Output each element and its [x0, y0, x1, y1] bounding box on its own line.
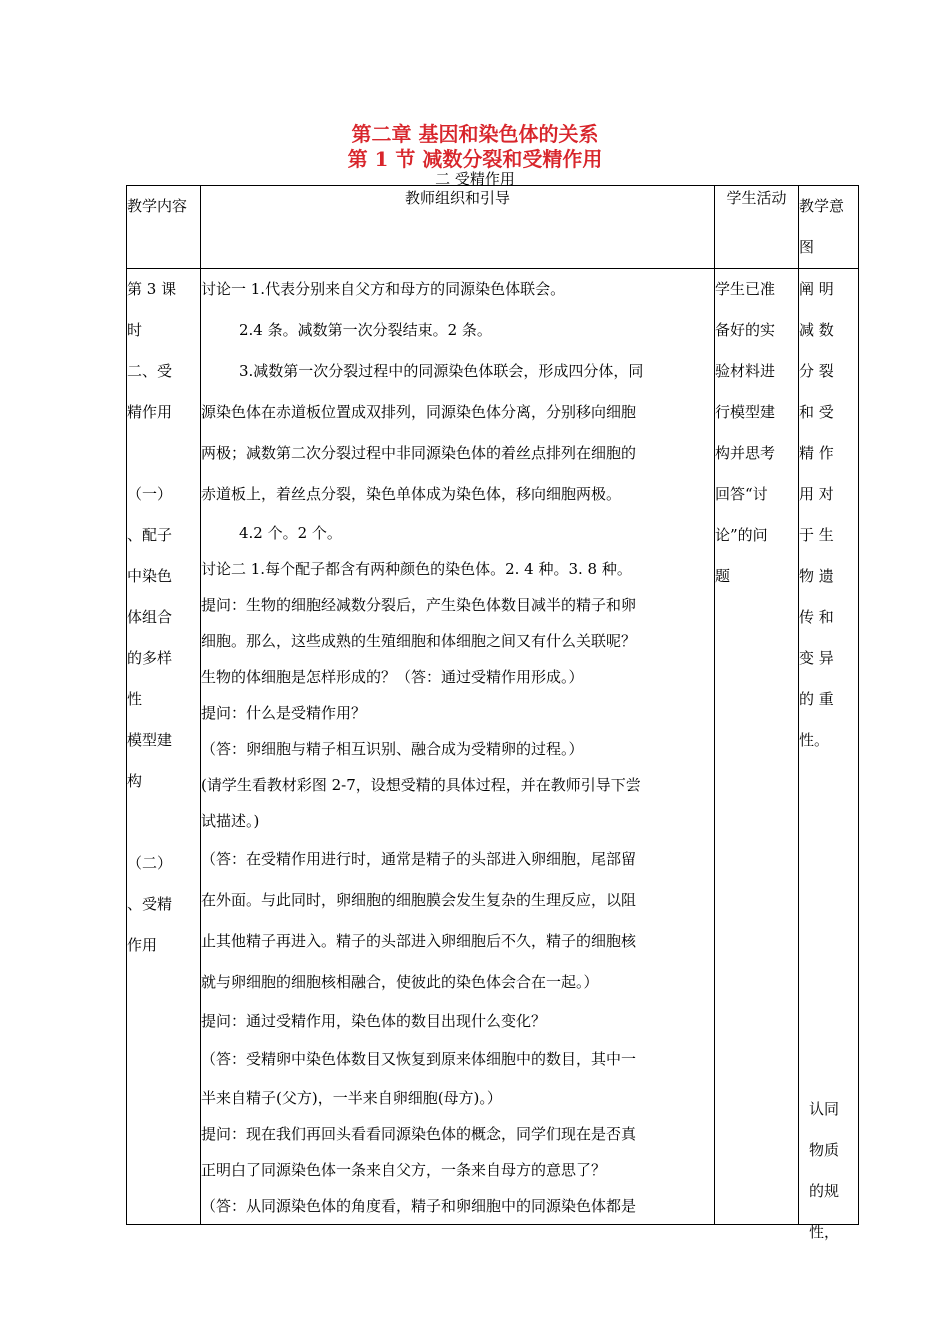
guidance-line: 赤道板上，着丝点分裂，染色单体成为染色体，移向细胞两极。	[201, 485, 622, 503]
guidance-line: 在外面。与此同时，卵细胞的细胞膜会发生复杂的生理反应，以阻	[201, 891, 637, 909]
content-cell	[127, 269, 201, 1225]
guidance-line: 就与卵细胞的细胞核相融合，使彼此的染色体会合在一起。）	[201, 973, 599, 991]
guidance-line: 2.4 条。减数第一次分裂结束。2 条。	[239, 321, 492, 339]
intent-lower-line: 性，	[809, 1223, 840, 1241]
activity-line: 学生已准	[715, 280, 776, 298]
content-line: 构	[127, 772, 143, 790]
activity-line: 备好的实	[715, 321, 776, 339]
guidance-line: 源染色体在赤道板位置成双排列，同源染色体分离，分别移向细胞	[201, 403, 637, 421]
intent-line: 物 遗	[799, 567, 834, 585]
intent-line: 变 异	[799, 649, 834, 667]
content-line: 、受精	[127, 895, 173, 913]
intent-line: 用 对	[799, 485, 834, 503]
content-line: 模型建	[127, 731, 173, 749]
section-title: 第 1 节 减数分裂和受精作用	[347, 147, 603, 171]
activity-line: 验材料进	[715, 362, 776, 380]
content-line: 第 3 课	[127, 280, 177, 298]
activity-cell	[715, 269, 799, 1225]
content-line: （二）	[127, 854, 173, 872]
guidance-cell	[201, 269, 715, 1225]
header-teacher-guidance: 教师组织和引导	[201, 186, 715, 269]
content-line: 时	[127, 321, 143, 339]
intent-line: 于 生	[799, 526, 834, 544]
activity-line: 题	[715, 567, 731, 585]
guidance-line: (请学生看教材彩图 2-7，设想受精的具体过程，并在教师引导下尝	[201, 776, 641, 794]
content-line	[127, 433, 200, 474]
content-line: （一）	[127, 485, 173, 503]
intent-line: 传 和	[799, 608, 834, 626]
lesson-plan-table	[126, 185, 859, 1241]
intent-line: 精 作	[799, 444, 834, 462]
activity-line: 构并思考	[715, 444, 776, 462]
intent-line: 的 重	[799, 690, 834, 708]
intent-line: 减 数	[799, 321, 834, 339]
guidance-line: 提问：通过受精作用，染色体的数目出现什么变化？	[201, 1012, 547, 1030]
table-header-row	[127, 186, 859, 269]
activity-line: 行模型建	[715, 403, 776, 421]
intent-line: 分 裂	[799, 362, 834, 380]
content-line: 性	[127, 690, 143, 708]
intent-line: 性。	[799, 731, 830, 749]
guidance-line: （答：从同源染色体的角度看，精子和卵细胞中的同源染色体都是	[201, 1197, 637, 1215]
guidance-line: （答：受精卵中染色体数目又恢复到原来体细胞中的数目，其中一	[201, 1050, 637, 1068]
header-teaching-content: 教学内容	[127, 186, 201, 269]
guidance-line: 提问：生物的细胞经减数分裂后，产生染色体数目减半的精子和卵	[201, 596, 637, 614]
header-teaching-intent: 教学意图	[799, 186, 859, 269]
activity-line: 回答“讨	[715, 485, 768, 503]
content-line: 、配子	[127, 526, 173, 544]
guidance-line: 生物的体细胞是怎样形成的？（答：通过受精作用形成。）	[201, 668, 584, 686]
page-subtitle: 二 受精作用	[435, 170, 515, 188]
guidance-line: 4.2 个。2 个。	[239, 524, 342, 542]
guidance-line: 细胞。那么，这些成熟的生殖细胞和体细胞之间又有什么关联呢？	[201, 632, 637, 650]
guidance-line: （答：卵细胞与精子相互识别、融合成为受精卵的过程。）	[201, 740, 584, 758]
guidance-line: 正明白了同源染色体一条来自父方，一条来自母方的意思了？	[201, 1161, 607, 1179]
content-line: 的多样	[127, 649, 173, 667]
guidance-line: 讨论二 1.每个配子都含有两种颜色的染色体。2. 4 种。3. 8 种。	[201, 560, 632, 578]
activity-line: 论”的问	[715, 526, 768, 544]
content-line: 体组合	[127, 608, 173, 626]
chapter-title: 第二章 基因和染色体的关系	[351, 122, 599, 146]
intent-lower-line: 认同	[809, 1100, 840, 1118]
content-line: 作用	[127, 936, 158, 954]
intent-line: 和 受	[799, 403, 834, 421]
intent-line: 阐 明	[799, 280, 834, 298]
guidance-line: 提问：现在我们再回头看看同源染色体的概念，同学们现在是否真	[201, 1125, 637, 1143]
guidance-line: 3.减数第一次分裂过程中的同源染色体联会，形成四分体，同	[239, 362, 644, 380]
table-row	[127, 269, 859, 1225]
intent-cell	[799, 269, 859, 1241]
content-line: 二、受	[127, 362, 173, 380]
header-student-activity: 学生活动	[715, 186, 799, 269]
intent-lower-line: 的规	[809, 1182, 840, 1200]
intent-lower-line: 物质	[809, 1141, 840, 1159]
guidance-line: 止其他精子再进入。精子的头部进入卵细胞后不久，精子的细胞核	[201, 932, 637, 950]
guidance-line: 两极；减数第二次分裂过程中非同源染色体的着丝点排列在细胞的	[201, 444, 637, 462]
content-line	[127, 802, 200, 843]
content-line: 中染色	[127, 567, 173, 585]
guidance-line: 半来自精子(父方)，一半来自卵细胞(母方)。）	[201, 1089, 502, 1107]
intent-lower-block	[809, 1089, 839, 1253]
content-line: 精作用	[127, 403, 173, 421]
guidance-line: 试描述。)	[201, 812, 260, 830]
guidance-line: 提问：什么是受精作用？	[201, 704, 367, 722]
guidance-line: （答：在受精作用进行时，通常是精子的头部进入卵细胞，尾部留	[201, 850, 637, 868]
guidance-line: 讨论一 1.代表分别来自父方和母方的同源染色体联会。	[201, 280, 566, 298]
